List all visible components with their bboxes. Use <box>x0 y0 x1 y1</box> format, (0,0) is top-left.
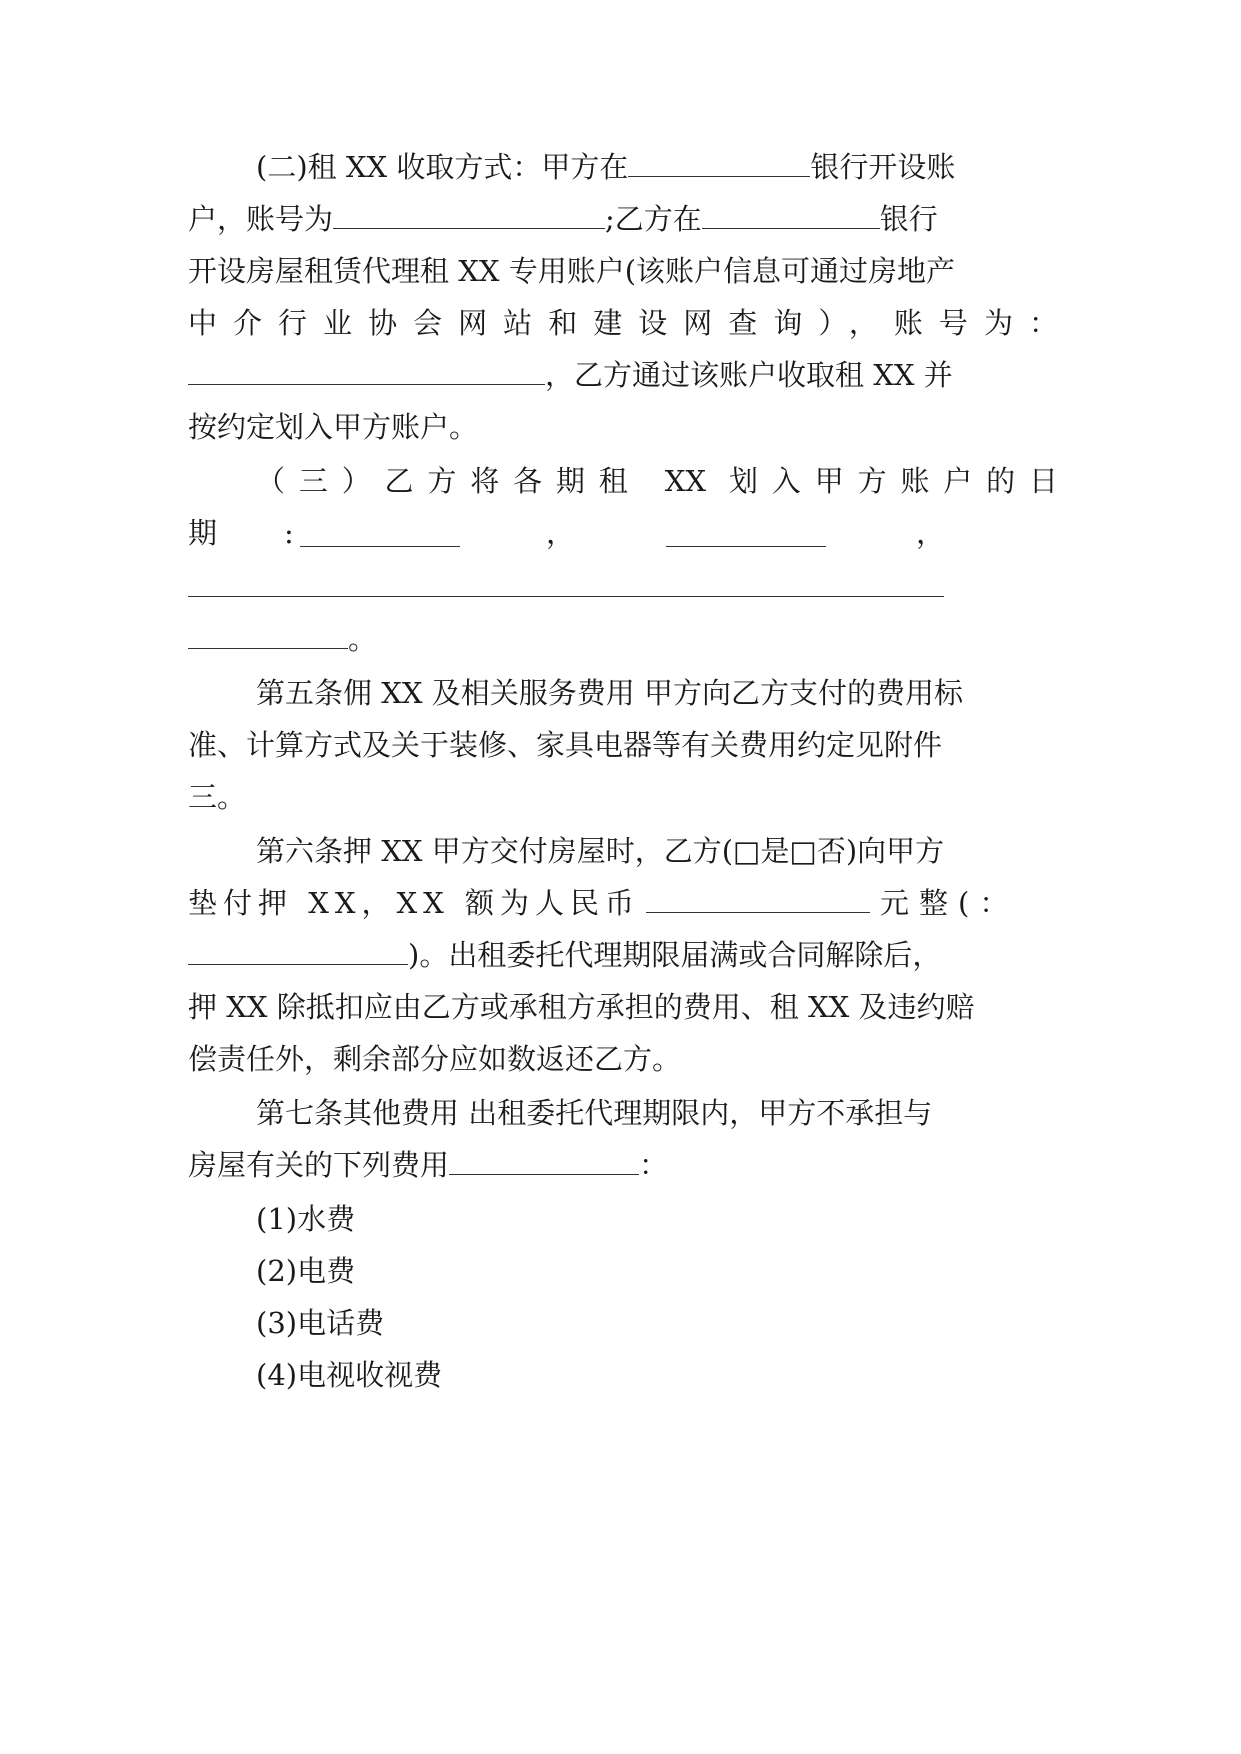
section-3-line-4 <box>188 610 1058 668</box>
text: )。出租委托代理期限届满或合同解除后， <box>408 938 942 972</box>
fee-item-electricity: (2)电费 <box>256 1254 356 1288</box>
section-3-line-1: （三）乙方将各期租 XX 划入甲方账户的日 <box>256 464 1058 498</box>
text: 垫付押 XX，XX 额为人民币 <box>188 886 641 920</box>
section-2-line-5 <box>188 346 1058 404</box>
section-2-line-4: 中介行业协会网站和建设网查询），账号为： <box>188 306 1058 340</box>
article-5-line-3: 三。 <box>188 780 247 814</box>
text: ， <box>546 516 576 550</box>
blank-date-2 <box>666 544 826 547</box>
article-5-line-1: 第五条佣 XX 及相关服务费用 甲方向乙方支付的费用标 <box>256 676 963 710</box>
section-2-line-2 <box>188 190 1058 248</box>
text: 。 <box>348 622 378 656</box>
text: : <box>284 516 294 550</box>
text: 银行 <box>879 202 938 236</box>
blank-date-1 <box>300 544 460 547</box>
fee-item-water: (1)水费 <box>256 1202 356 1236</box>
blank-account-number-a <box>333 226 605 229</box>
blank-fees <box>449 1172 639 1175</box>
text: ;乙方在 <box>605 202 702 236</box>
text: 银行开设账 <box>810 150 956 184</box>
text: 房屋有关的下列费用 <box>188 1148 450 1182</box>
fee-item-tv: (4)电视收视费 <box>256 1358 443 1392</box>
article-6-line-5: 偿责任外，剩余部分应如数返还乙方。 <box>188 1042 682 1076</box>
text: ： <box>639 1148 669 1182</box>
blank-date-4 <box>188 646 348 649</box>
blank-deposit-capital <box>188 962 408 965</box>
blank-date-3 <box>188 596 944 597</box>
article-7-line-1: 第七条其他费用 出租委托代理期限内，甲方不承担与 <box>256 1096 933 1130</box>
section-2-line-3: 开设房屋租赁代理租 XX 专用账户(该账户信息可通过房地产 <box>188 254 956 288</box>
article-6-line-1: 第六条押 XX 甲方交付房屋时，乙方(□是□否)向甲方 <box>256 834 945 868</box>
text: 户，账号为 <box>188 202 334 236</box>
text: (二)租 XX 收取方式：甲方在 <box>256 150 629 184</box>
blank-bank-name-b <box>702 226 880 229</box>
text: ，乙方通过该账户收取租 XX 并 <box>545 358 953 392</box>
text: ， <box>916 516 946 550</box>
text: 元整(： <box>880 886 1019 920</box>
text: 期 <box>188 516 218 550</box>
blank-account-number-b <box>188 382 545 385</box>
fee-item-telephone: (3)电话费 <box>256 1306 385 1340</box>
section-2-line-1 <box>256 138 1058 196</box>
blank-deposit-amount <box>646 910 870 913</box>
article-6-line-4: 押 XX 除抵扣应由乙方或承租方承担的费用、租 XX 及违约赔 <box>188 990 975 1024</box>
article-6-line-2 <box>188 874 1058 932</box>
article-7-line-2 <box>188 1136 1058 1194</box>
article-6-line-3 <box>188 926 1058 984</box>
section-2-line-6: 按约定划入甲方账户。 <box>188 410 479 444</box>
blank-bank-name-a <box>628 174 810 177</box>
section-3-line-2 <box>188 504 1058 562</box>
article-5-line-2: 准、计算方式及关于装修、家具电器等有关费用约定见附件 <box>188 728 943 762</box>
